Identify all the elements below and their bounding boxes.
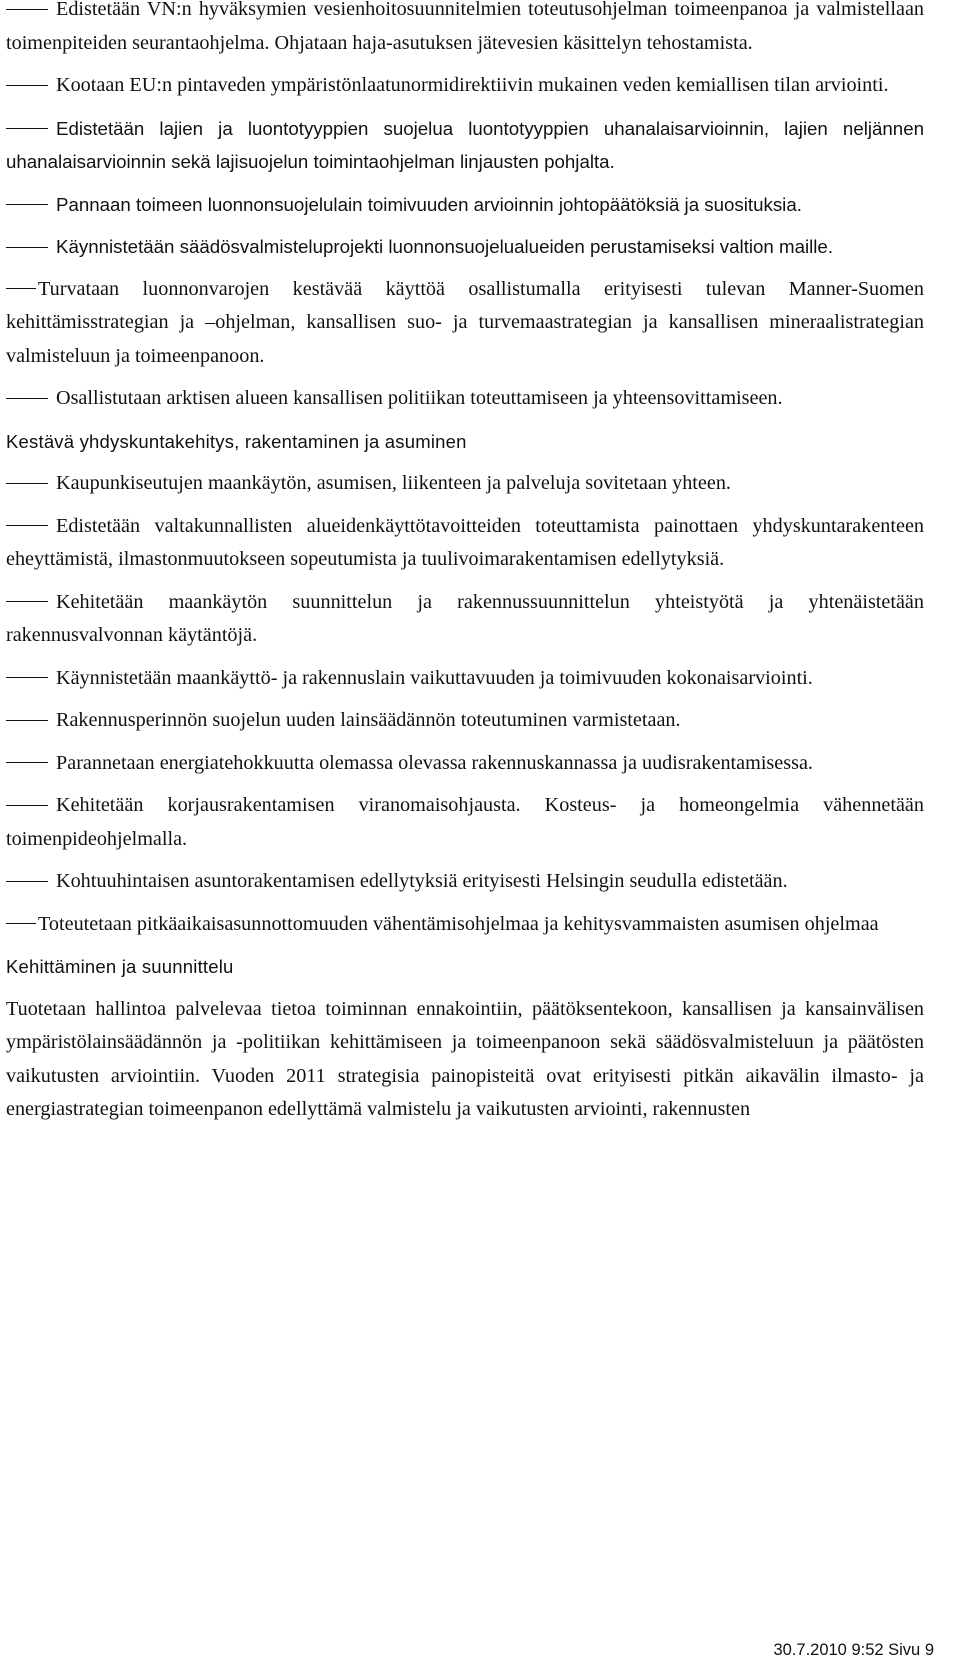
bullet-text: Parannetaan energiatehokkuutta olemassa olevassa rakennuskannassa ja uudisrakentamisessa.	[56, 751, 813, 774]
bullet-text: Rakennusperinnön suojelun uuden lainsäädännön toteutuminen varmistetaan.	[56, 709, 681, 731]
section-heading: Kehittäminen ja suunnittelu	[6, 956, 234, 977]
bullet-text: Kohtuuhintaisen asuntorakentamisen edellytyksiä erityisesti Helsingin seudulla edistetään.	[56, 870, 788, 892]
bullet-item	[6, 510, 924, 577]
bullet-item	[6, 273, 924, 374]
bullet-text: Toteutetaan pitkäaikaisasunnottomuuden vähentämisohjelmaa ja kehitysvammaisten asumisen ohjelmaa	[38, 912, 879, 935]
body-paragraph: Tuotetaan hallintoa palvelevaa tietoa toiminnan ennakointiin, päätöksentekoon, kansallisen ja kansainvälisen ympäristölainsäädännön ja -politiikan kehittämiseen ja toimeenpanoon sekä säädösvalmisteluun ja päätösten vaikutusten arviointiin. Vuoden 2011 strategisia painopisteitä ovat erityisesti pitkän aikavälin ilmasto- ja energiastrategian toimeenpanon edellyttämä valmistelu ja vaikutusten arviointi, rakennusten	[6, 997, 924, 1120]
bullet-item	[6, 865, 924, 899]
bullet-item	[6, 704, 924, 738]
bullet-text: Kaupunkiseutujen maankäytön, asumisen, liikenteen ja palveluja sovitetaan yhteen.	[56, 472, 731, 494]
dash-bullet-icon	[6, 204, 48, 205]
section-heading: Kestävä yhdyskuntakehitys, rakentaminen ja asuminen	[6, 430, 467, 452]
bullet-item	[6, 789, 924, 856]
bullet-item	[6, 188, 924, 222]
bullet-text: Turvataan luonnonvarojen kestävää käyttöä osallistumalla erityisesti tulevan Manner-Suomen kehittämisstrategian ja –ohjelman, kansallisen suo- ja turvemaastrategian ja kansallisen mineraalistrategian valmisteluun ja toimeenpanoon.	[6, 277, 924, 367]
dash-bullet-icon	[6, 881, 48, 882]
bullet-item	[6, 230, 924, 264]
bullet-text: Kootaan EU:n pintaveden ympäristönlaatunormidirektiivin mukainen veden kemiallisen tilan arviointi.	[56, 74, 889, 96]
page-footer: 30.7.2010 9:52 Sivu 9	[773, 1641, 934, 1659]
dash-bullet-icon	[6, 85, 48, 86]
bullet-text: Edistetään lajien ja luontotyyppien suojelua luontotyyppien uhanalaisarvioinnin, lajien neljännen uhanalaisarvioinnin sekä lajisuojelun toimintaohjelman linjausten pohjalta.	[6, 117, 924, 172]
bullet-text: Edistetään valtakunnallisten alueidenkäyttötavoitteiden toteuttamista painottaen yhdyskuntarakenteen eheyttämistä, ilmastonmuutokseen sopeutumista ja tuulivoimarakentamisen edellytyksiä.	[6, 514, 924, 570]
dash-bullet-icon	[6, 398, 48, 399]
bullet-item	[6, 747, 924, 781]
bullet-item	[6, 662, 924, 696]
dash-bullet-icon	[6, 720, 48, 721]
dash-bullet-icon	[6, 9, 48, 10]
bullet-item	[6, 112, 924, 179]
bullet-item	[6, 69, 924, 103]
bullet-item	[6, 0, 924, 60]
dash-bullet-icon	[6, 247, 48, 248]
bullet-text: Käynnistetään säädösvalmisteluprojekti luonnonsuojelualueiden perustamiseksi valtion maille.	[56, 236, 834, 257]
dash-bullet-icon	[6, 923, 36, 924]
bullet-text: Edistetään VN:n hyväksymien vesienhoitosuunnitelmien toteutusohjelman toimeenpanoa ja valmistellaan toimenpiteiden seurantaohjelma. Ohjataan haja-asutuksen jätevesien käsittelyn tehostamista.	[6, 0, 924, 54]
document-body	[6, 0, 924, 1127]
bullet-text: Kehitetään korjausrakentamisen viranomaisohjausta. Kosteus- ja homeongelmia vähennetään toimenpideohjelmalla.	[6, 794, 924, 850]
dash-bullet-icon	[6, 762, 48, 763]
dash-bullet-icon	[6, 601, 48, 602]
bullet-text: Pannaan toimeen luonnonsuojelulain toimivuuden arvioinnin johtopäätöksiä ja suosituksia.	[56, 193, 802, 215]
bullet-text: Käynnistetään maankäyttö- ja rakennuslain vaikuttavuuden ja toimivuuden kokonaisarviointi.	[56, 666, 813, 689]
dash-bullet-icon	[6, 525, 48, 526]
bullet-text: Osallistutaan arktisen alueen kansallisen politiikan toteuttamiseen ja yhteensovittamiseen.	[56, 387, 783, 409]
dash-bullet-icon	[6, 805, 48, 806]
dash-bullet-icon	[6, 288, 36, 289]
dash-bullet-icon	[6, 677, 48, 678]
bullet-item	[6, 382, 924, 416]
bullet-item	[6, 586, 924, 653]
bullet-item	[6, 908, 924, 942]
bullet-item	[6, 467, 924, 501]
bullet-text: Kehitetään maankäytön suunnittelun ja rakennussuunnittelun yhteistyötä ja yhtenäistetään rakennusvalvonnan käytäntöjä.	[6, 590, 924, 646]
dash-bullet-icon	[6, 483, 48, 484]
dash-bullet-icon	[6, 128, 48, 129]
